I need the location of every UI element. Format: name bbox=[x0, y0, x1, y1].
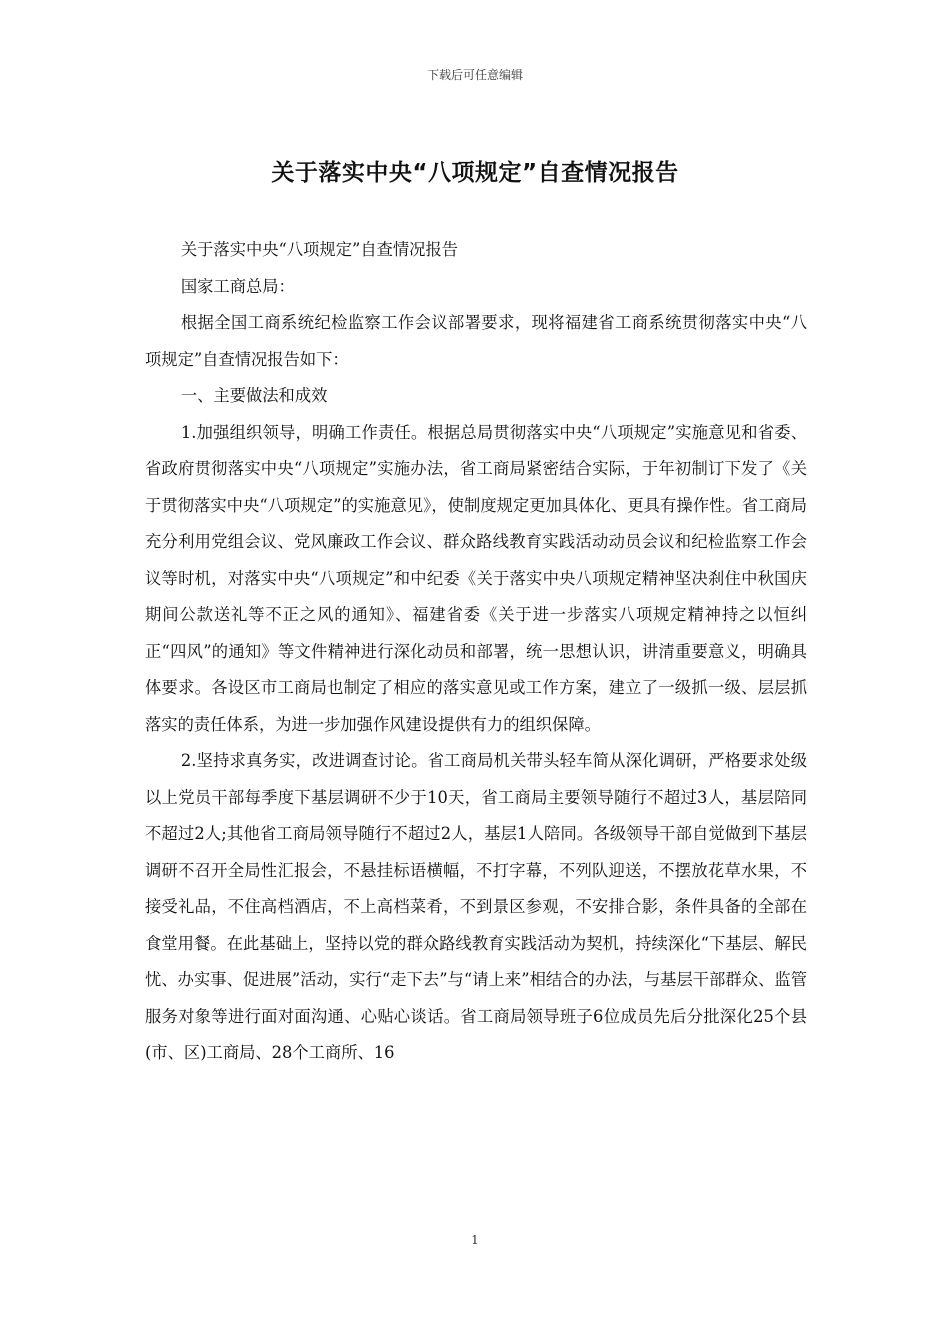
paragraph-item-1: 1.加强组织领导，明确工作责任。根据总局贯彻落实中央“八项规定”实施意见和省委、省政府贯彻落实中央“八项规定”实施办法，省工商局紧密结合实际，于年初制订下发了《关于贯彻落实中央“八项规定”的实施意见》，使制度规定更加具体化、更具有操作性。省工商局充分利用党组会议、党风廉政工作会议、群众路线教育实践活动动员会议和纪检监察工作会议等时机，对落实中央“八项规定”和中纪委《关于落实中央八项规定精神坚决刹住中秋国庆期间公款送礼等不正之风的通知》、福建省委《关于进一步落实八项规定精神持之以恒纠正“四风”的通知》等文件精神进行深化动员和部署，统一思想认识，讲清重要意义，明确具体要求。各设区市工商局也制定了相应的落实意见或工作方案，建立了一级抓一级、层层抓落实的责任体系，为进一步加强作风建设提供有力的组织保障。 bbox=[145, 422, 807, 734]
document-body bbox=[145, 232, 807, 1072]
document-title: 关于落实中央“八项规定”自查情况报告 bbox=[271, 160, 679, 186]
page-number: 1 bbox=[471, 1233, 479, 1247]
paragraph-intro: 根据全国工商系统纪检监察工作会议部署要求，现将福建省工商系统贯彻落实中央“八项规定”自查情况报告如下： bbox=[145, 313, 807, 369]
section-heading: 一、主要做法和成效 bbox=[180, 386, 328, 405]
paragraph-subtitle: 关于落实中央“八项规定”自查情况报告 bbox=[180, 240, 459, 259]
paragraph-item-2: 2.坚持求真务实，改进调查讨论。省工商局机关带头轻车简从深化调研，严格要求处级以上党员干部每季度下基层调研不少于10天，省工商局主要领导随行不超过3人，基层陪同不超过2人;其他省工商局领导随行不超过2人，基层1人陪同。各级领导干部自觉做到下基层调研不召开全局性汇报会，不悬挂标语横幅，不打字幕，不列队迎送，不摆放花草水果，不接受礼品，不住高档酒店，不上高档菜肴，不到景区参观，不安排合影，条件具备的全部在食堂用餐。在此基础上，坚持以党的群众路线教育实践活动为契机，持续深化“下基层、解民忧、办实事、促进展”活动，实行“走下去”与“请上来”相结合的办法，与基层干部群众、监管服务对象等进行面对面沟通、心贴心谈话。省工商局领导班子6位成员先后分批深化25个县(市、区)工商局、28个工商所、16 bbox=[145, 751, 807, 1062]
paragraph-addressee: 国家工商总局： bbox=[180, 276, 295, 296]
header-note: 下载后可任意编辑 bbox=[426, 68, 523, 82]
